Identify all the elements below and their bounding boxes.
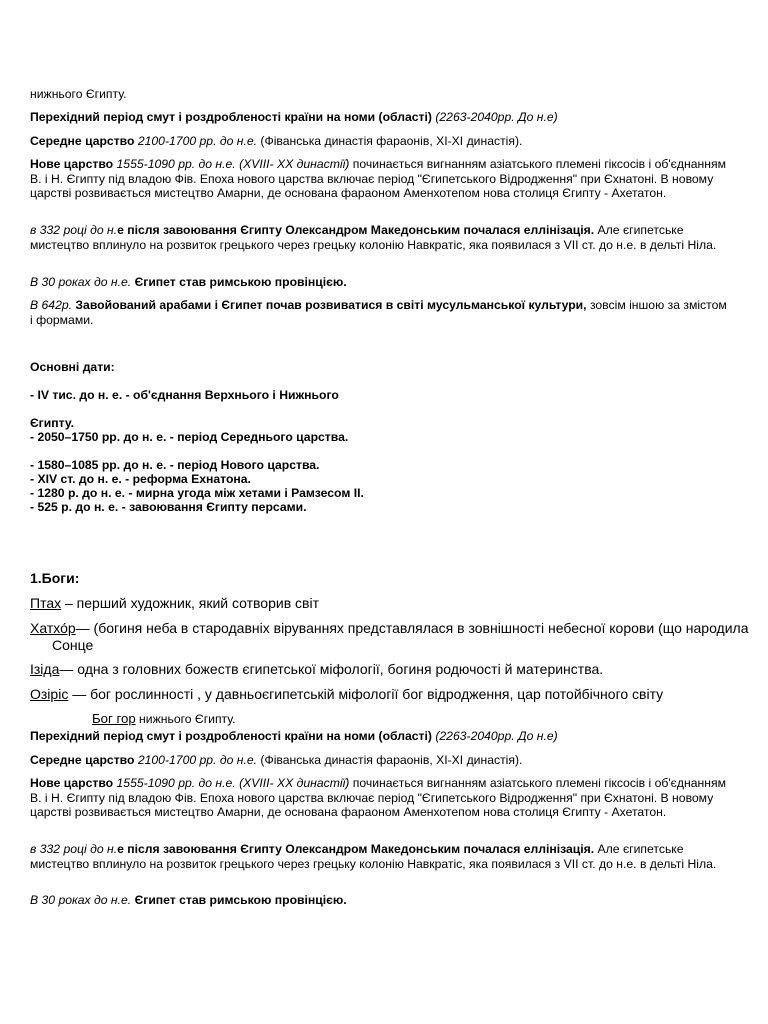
god-horus: Бог гор нижнього Єгипту. xyxy=(92,711,236,726)
paragraph-arab-conquest: В 642р. Завойований арабами і Єгипет почав розвиватися в світі мусульманської культури, зовсім іншою за змістом і формами. xyxy=(30,298,727,327)
date-item: - 1280 р. до н. е. - мирна угода між хетами і Рамзесом II. xyxy=(30,486,364,500)
paragraph-roman-province-repeat: В 30 роках до н.е. Єгипет став римською провінцією. xyxy=(30,893,347,907)
date-item: - IV тис. до н. е. - об'єднання Верхнього і Нижнього xyxy=(30,388,339,402)
paragraph-transition-period-repeat: Перехідний період смут і роздробленості країни на номи (області) (2263-2040рр. До н.е) xyxy=(30,729,558,743)
paragraph-hellenization: в 332 році до н.е після завоювання Єгипту Олександром Македонським почалася еллінізація. Але єгипетське мистецтво вплинуло на розвиток грецького через грецьку колонію Навкратіс, яка появилася з VII ст. до н.е. в дельті Ніла. xyxy=(30,223,717,252)
paragraph-transition-period: Перехідний період смут і роздробленості країни на номи (області) (2263-2040рр. До н.е) xyxy=(30,110,558,124)
god-isis: Ізіда— одна з головних божеств єгипетської міфології, богиня родючості й материнства. xyxy=(30,661,604,677)
dates-title: Основні дати: xyxy=(30,360,115,374)
gods-title: 1.Боги: xyxy=(30,570,80,586)
paragraph-new-kingdom-repeat: Нове царство 1555-1090 рр. до н.е. (XVIII- XX династії) починається вигнанням азіатського племені гіксосів і об'єднанням В. і Н. Єгипту під владою Фів. Епоха нового царства включає період "Єгипетського Відродження" при Єхнатоні. В новому царстві розвивається мистецтво Амарни, де основана фараоном Аменхотепом нова столиця Єгипту - Ахетатон. xyxy=(30,776,726,820)
paragraph-new-kingdom: Нове царство 1555-1090 рр. до н.е. (XVIII- XX династії) починається вигнанням азіатського племені гіксосів і об'єднанням В. і Н. Єгипту під владою Фів. Епоха нового царства включає період "Єгипетського Відродження" при Єхнатоні. В новому царстві розвивається мистецтво Амарни, де основана фараоном Аменхотепом нова столиця Єгипту - Ахетатон. xyxy=(30,157,726,201)
date-item: Єгипту. xyxy=(30,416,74,430)
text-continuation: нижнього Єгипту. xyxy=(30,87,127,101)
paragraph-hellenization-repeat: в 332 році до н.е після завоювання Єгипту Олександром Македонським почалася еллінізація. Але єгипетське мистецтво вплинуло на розвиток грецького через грецьку колонію Навкратіс, яка появилася з VII ст. до н.е. в дельті Ніла. xyxy=(30,842,717,871)
paragraph-middle-kingdom: Середне царство 2100-1700 рр. до н.е. (Фіванська династія фараонів, XI-XI династія). xyxy=(30,134,523,148)
date-item: - 525 р. до н. е. - завоювання Єгипту персами. xyxy=(30,500,307,514)
date-item: - XIV ст. до н. е. - реформа Ехнатона. xyxy=(30,472,251,486)
god-ptah: Птах – перший художник, який сотворив світ xyxy=(30,595,319,611)
paragraph-roman-province: В 30 роках до н.е. Єгипет став римською провінцією. xyxy=(30,275,347,289)
paragraph-middle-kingdom-repeat: Середне царство 2100-1700 рр. до н.е. (Фіванська династія фараонів, XI-XI династія). xyxy=(30,753,523,767)
god-osiris: Озіріс — бог рослинності , у давньоєгипетській міфології бог відродження, цар потойбічного світу xyxy=(30,686,664,702)
god-hathor: Хатхо́р— (богиня неба в стародавніх віруваннях представлялася в зовнішності небесної корови (що народила Сонце xyxy=(30,620,749,653)
date-item: - 2050–1750 рр. до н. е. - період Середнього царства. xyxy=(30,430,349,444)
date-item: - 1580–1085 рр. до н. е. - період Нового царства. xyxy=(30,458,320,472)
